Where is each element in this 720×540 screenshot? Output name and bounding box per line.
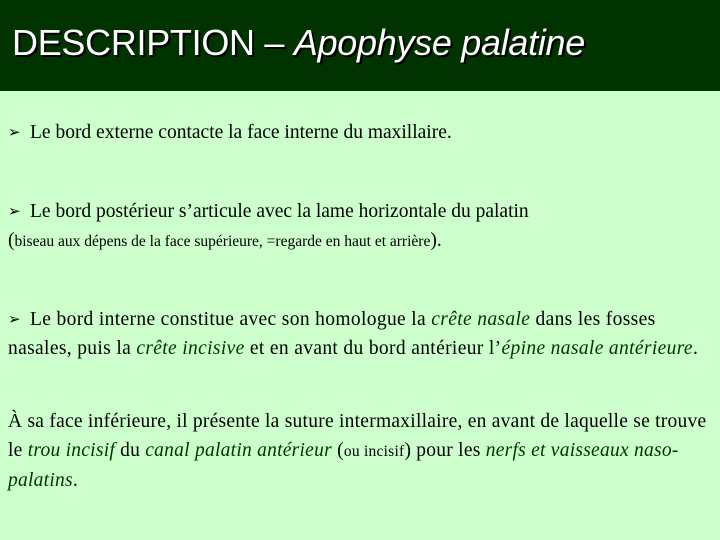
- text-segment: Le bord interne constitue avec son homologue la: [30, 309, 432, 330]
- term-canal-palatin: canal palatin antérieur: [145, 440, 332, 461]
- title-bar: [0, 0, 720, 91]
- arrow-bullet-icon: ➢: [8, 310, 21, 328]
- term-epine-nasale: épine nasale antérieure: [501, 338, 693, 359]
- term-nerfs-vaisseaux: nerfs et vaisseaux naso-palatins: [8, 440, 679, 491]
- title-prefix: DESCRIPTION –: [12, 22, 294, 63]
- paragraph-external-border: [8, 118, 712, 147]
- paragraph-text: Le bord externe contacte la face interne du maxillaire.: [30, 122, 452, 143]
- title-subject: Apophyse palatine: [293, 22, 585, 63]
- note-ou-incisif: ou incisif: [343, 443, 405, 460]
- paren-open: (: [8, 230, 15, 251]
- text-segment: du: [115, 440, 146, 461]
- term-crete-nasale: crête nasale: [431, 309, 531, 330]
- text-segment: (: [331, 440, 344, 461]
- paren-close: ).: [430, 230, 442, 251]
- paragraph-text: Le bord postérieur s’articule avec la lame horizontale du palatin: [30, 201, 529, 222]
- term-crete-incisive: crête incisive: [136, 338, 245, 359]
- paragraph-posterior-border: [8, 197, 712, 256]
- slide-title: [12, 22, 585, 64]
- text-segment: dans les fosses nasales, puis la: [8, 309, 656, 359]
- term-trou-incisif: trou incisif: [27, 440, 116, 461]
- paragraph-inferior-face: [8, 407, 712, 495]
- arrow-bullet-icon: ➢: [8, 202, 21, 220]
- paragraph-internal-border: [8, 305, 712, 363]
- text-segment: .: [692, 338, 699, 359]
- paren-note: biseau aux dépens de la face supérieure, =regarde en haut et arrière: [14, 233, 431, 250]
- text-segment: ) pour les: [404, 440, 486, 461]
- text-segment: .: [72, 470, 78, 491]
- text-segment: et en avant du bord antérieur l’: [244, 338, 502, 359]
- text-segment: À sa face inférieure, il présente la suture intermaxillaire, en avant de laquelle se trouve le: [8, 411, 707, 461]
- arrow-bullet-icon: ➢: [8, 123, 21, 141]
